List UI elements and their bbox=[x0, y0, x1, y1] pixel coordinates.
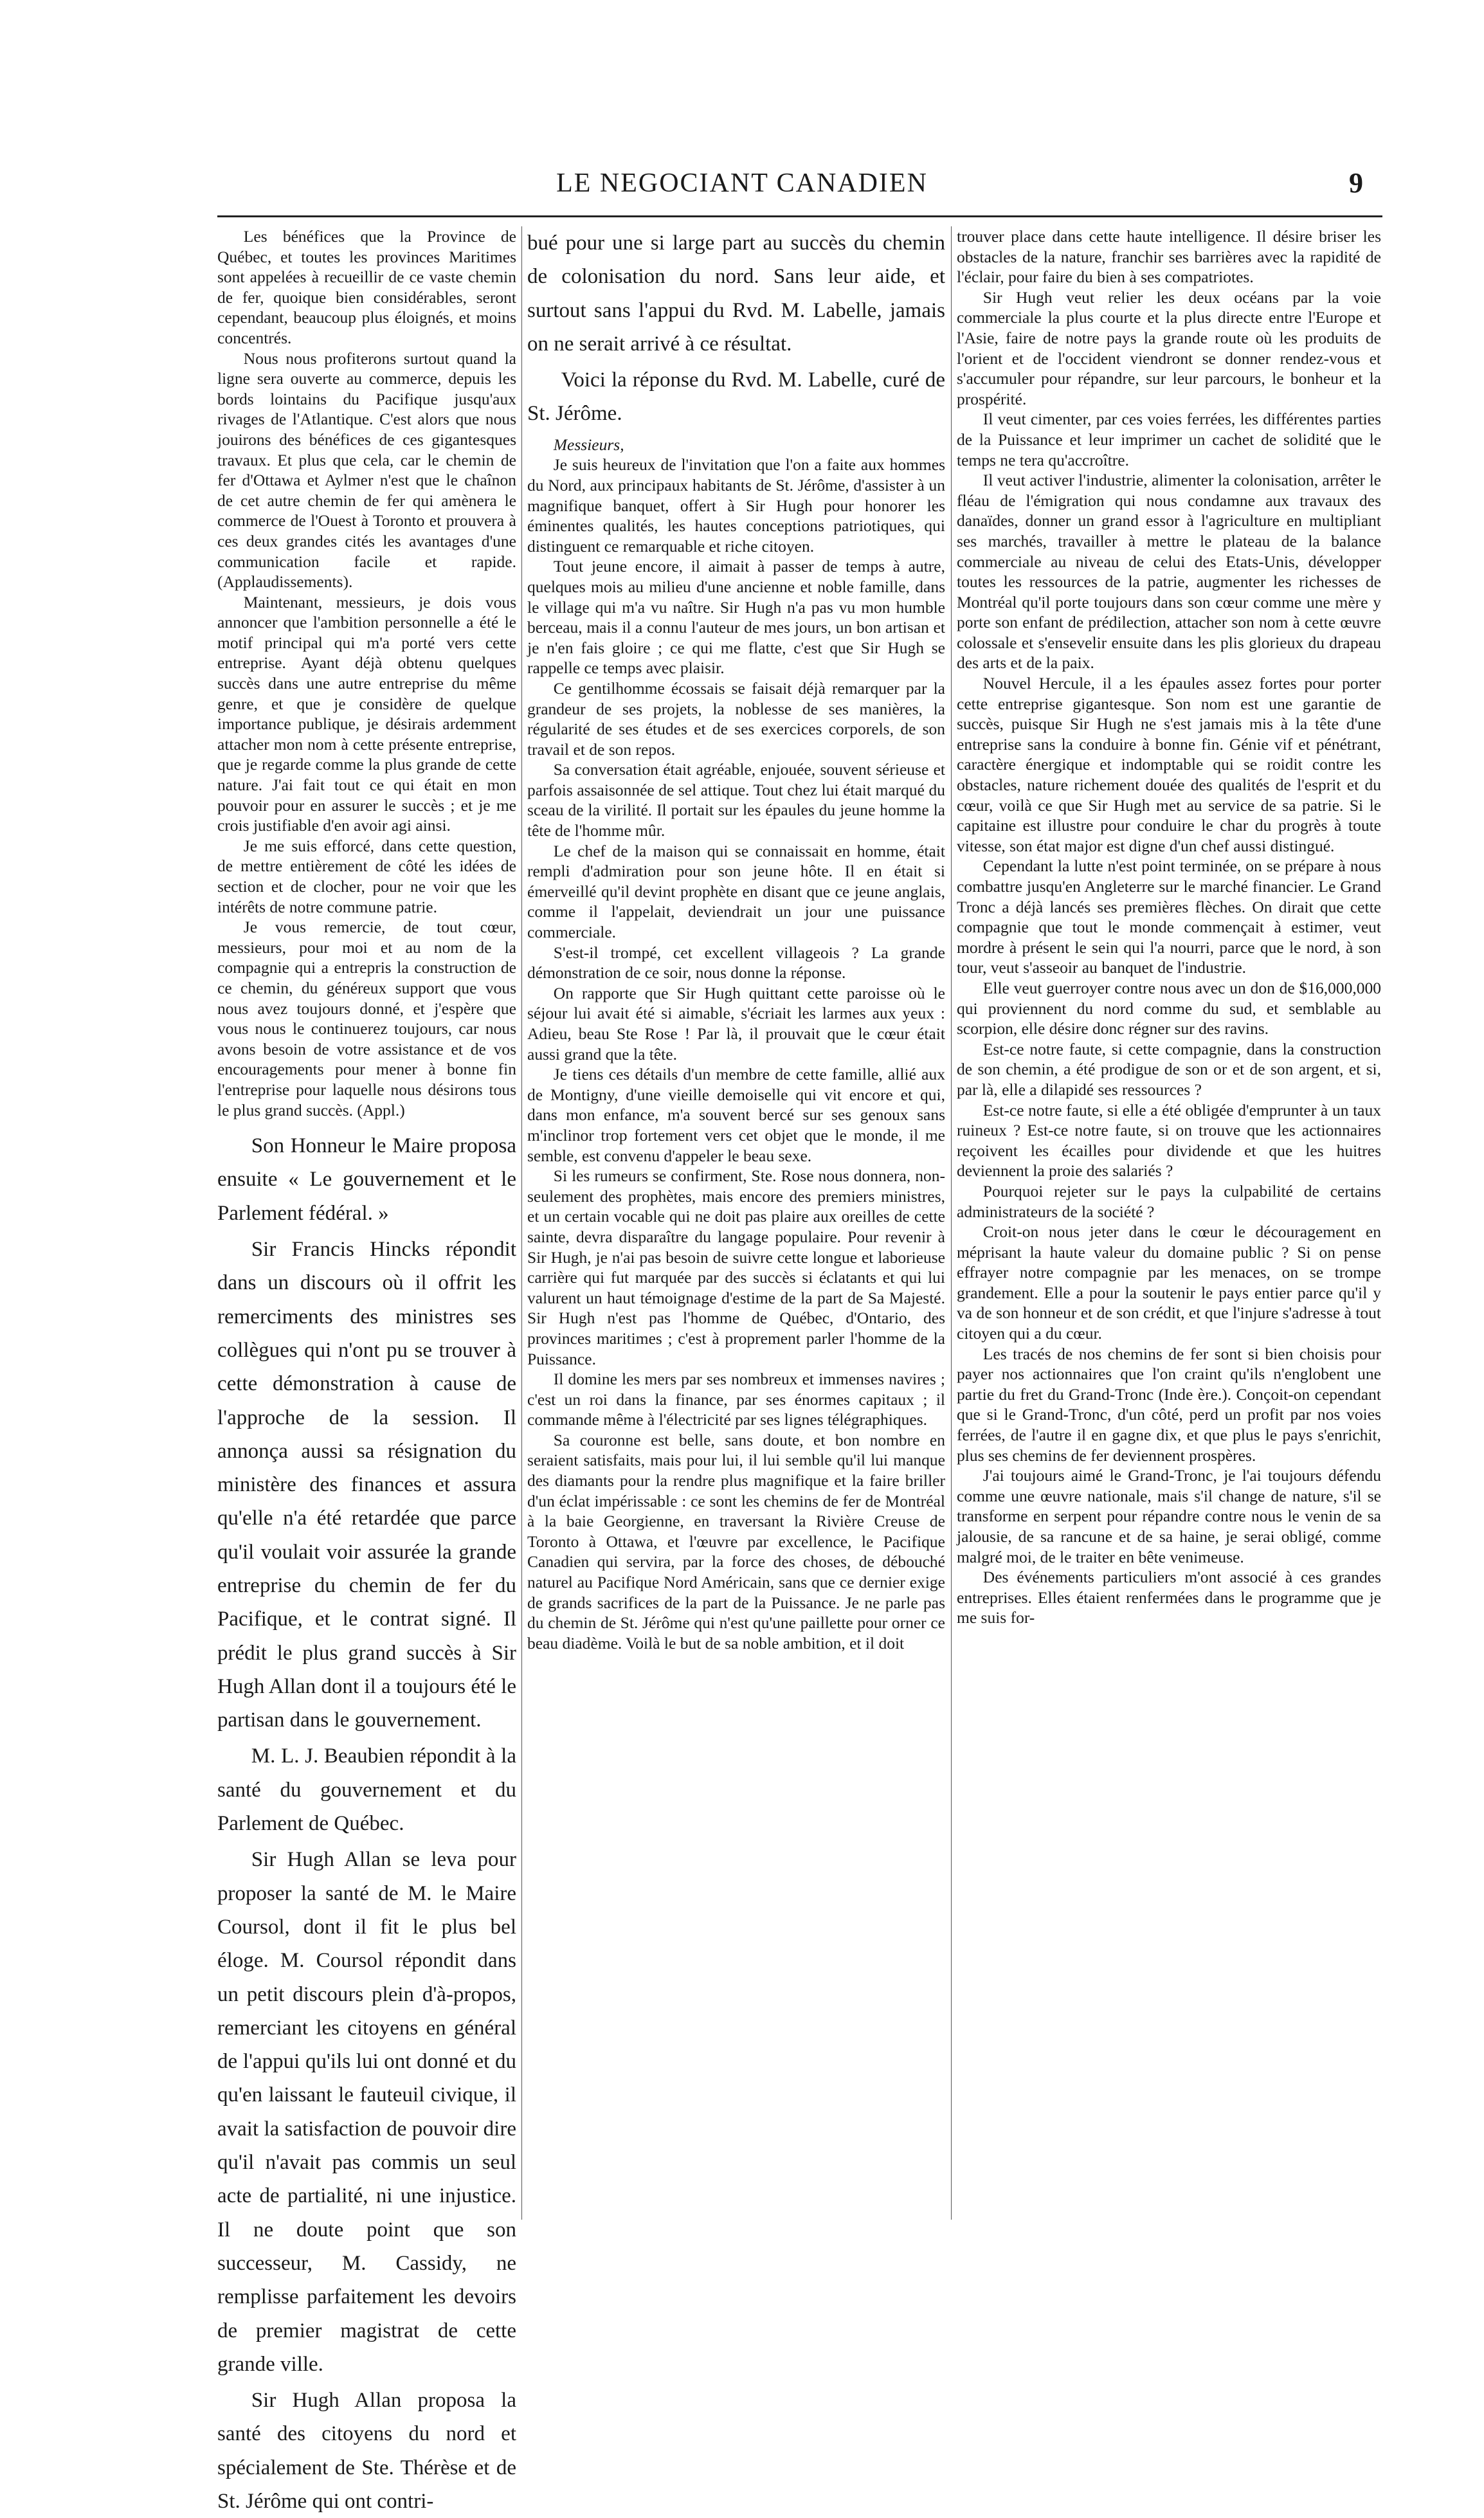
paragraph: Sa conversation était agréable, enjouée, souvent sérieuse et parfois assaisonnée de sel attique. Tout chez lui était marqué du sceau de la virilité. Il portait sur les épaules du jeune homme la tête de l'homme mûr. bbox=[527, 760, 945, 840]
speech-continuation bbox=[217, 226, 516, 1120]
running-title: LE NEGOCIANT CANADIEN bbox=[556, 168, 928, 198]
salutation: Messieurs, bbox=[553, 435, 624, 454]
paragraph: Croit-on nous jeter dans le cœur le découragement en méprisant la haute valeur du domaine public ? Si on pense effrayer notre compagnie par les menaces, on se trompe grandement. Elle a pour la soutenir le pays entier parce qu'il y va de son honneur et de son crédit, et que l'injure s'adresse à tout citoyen qui a du cœur. bbox=[957, 1222, 1381, 1343]
banquet-report bbox=[527, 226, 945, 431]
paragraph: Je me suis efforcé, dans cette question, de mettre entièrement de côté les idées de section et de clocher, pour ne voir que les intérêts de notre commune patrie. bbox=[217, 836, 516, 916]
paragraph: Pourquoi rejeter sur le pays la culpabilité de certains administrateurs de la société ? bbox=[957, 1181, 1381, 1221]
column-middle bbox=[527, 226, 945, 2226]
paragraph: Sir Hugh veut relier les deux océans par la voie commerciale la plus courte et la plus directe entre l'Europe et l'Asie, faire de notre pays la grande route où les produits de l'orient et de l'occident viendront se donner rendez-vous et s'accumuler pour répandre, sur leur parcours, le bonheur et la prospérité. bbox=[957, 287, 1381, 408]
labelle-speech bbox=[527, 435, 945, 1654]
paragraph: J'ai toujours aimé le Grand-Tronc, je l'ai toujours défendu comme une œuvre nationale, mais s'il change de nature, s'il se transforme en serpent pour répandre contre nous le venin de sa jalousie, de sa rancune et de sa haine, je serai obligé, comme malgré moi, de le traiter en bête venimeuse. bbox=[957, 1466, 1381, 1566]
paragraph: Sir Francis Hincks répondit dans un discours où il offrit les remerciments des ministres ses collègues qui n'ont pu se trouver à cette démonstration à cause de l'approche de la session. Il annonça aussi sa résignation du ministère des finances et assura qu'elle n'a été retardée que parce qu'il voulait voir assurée la grande entreprise du chemin de fer du Pacifique, et le contrat signé. Il prédit le plus grand succès à Sir Hugh Allan dont il a toujours été le partisan dans le gouvernement. bbox=[217, 1238, 516, 1732]
paragraph: trouver place dans cette haute intelligence. Il désire briser les obstacles de la nature, franchir ses barrières avec la rapidité de l'éclair, pour faire du bien à ses compatriotes. bbox=[957, 227, 1381, 287]
column-divider bbox=[951, 226, 952, 2220]
paragraph: Les bénéfices que la Province de Québec, et toutes les provinces Maritimes sont appelées à recueillir de ce vaste chemin de fer, quoique bien considérables, seront cependant, beaucoup plus éloignés, et moins concentrés. bbox=[217, 227, 516, 347]
paragraph: Sa couronne est belle, sans doute, et bon nombre en seraient satisfaits, mais pour lui, il lui semble qu'il lui manque des diamants pour la rendre plus magnifique et la faire briller d'un éclat impérissable : ce sont les chemins de fer de Montréal à la baie Georgienne, en traversant la Rivière Creuse de Toronto à Ottawa, et l'œuvre par excellence, le Pacifique Canadien qui servira, par la force des choses, de débouché naturel au Pacifique Nord Américain, sans que ce dernier exige de grands sacrifices de la part de la Puissance. Je ne parle pas du chemin de St. Jérôme qui n'est qu'une paillette pour orner ce beau diadème. Voilà le but de sa noble ambition, et il doit bbox=[527, 1430, 945, 1653]
paragraph: Des événements particuliers m'ont associé à ces grandes entreprises. Elles étaient renfermées dans le programme que je me suis for- bbox=[957, 1568, 1381, 1627]
paragraph: Est-ce notre faute, si elle a été obligée d'emprunter à un taux ruineux ? Est-ce notre faute, si on trouve que les actionnaires reçoivent les écailles pour dividende et que les huitres deviennent la proie des salariés ? bbox=[957, 1100, 1381, 1181]
paragraph: M. L. J. Beaubien répondit à la santé du gouvernement et du Parlement de Québec. bbox=[217, 1744, 516, 1836]
column-left bbox=[217, 226, 516, 2513]
paragraph: On rapporte que Sir Hugh quittant cette paroisse où le séjour lui avait été si aimable, s'écriait les larmes aux yeux : Adieu, beau Ste Rose ! Par là, il prouvait que le cœur était aussi grand que la tête. bbox=[527, 983, 945, 1064]
paragraph: Voici la réponse du Rvd. M. Labelle, curé de St. Jérôme. bbox=[527, 368, 945, 426]
paragraph: Le chef de la maison qui se connaissait en homme, était rempli d'admiration pour son jeune hôte. Il en était si émerveillé qu'il devint prophète en disant que ce jeune anglais, comme il l'appelait, deviendrait un jour une puissance commerciale. bbox=[527, 841, 945, 942]
paragraph: bué pour une si large part au succès du chemin de colonisation du nord. Sans leur aide, et surtout sans l'appui du Rvd. M. Labelle, jamais on ne serait arrivé à ce résultat. bbox=[527, 231, 945, 356]
paragraph: Sir Hugh Allan proposa la santé des citoyens du nord et spécialement de Ste. Thérèse et de St. Jérôme qui ont contri- bbox=[217, 2389, 516, 2513]
paragraph: Cependant la lutte n'est point terminée, on se prépare à nous combattre jusqu'en Angleterre sur le marché financier. Le Grand Tronc a déjà lancés ses premières flèches. On dirait que cette compagnie que tout le monde commençait à estimer, veut mordre à présent le sein qui l'a nourri, parce que le nord, à son tour, veut s'asseoir au banquet de l'industrie. bbox=[957, 856, 1381, 977]
paragraph: Il veut cimenter, par ces voies ferrées, les différentes parties de la Puissance et leur imprimer un cachet de solidité que le temps ne tera qu'accroître. bbox=[957, 410, 1381, 469]
column-right bbox=[957, 226, 1381, 2226]
paragraph: Sir Hugh Allan se leva pour proposer la santé de M. le Maire Coursol, dont il fit le plus bel éloge. M. Coursol répondit dans un petit discours plein d'à-propos, remerciant les citoyens en général de l'appui qu'ils lui ont donné et du qu'en laissant le fauteuil civique, il avait la satisfaction de pouvoir dire qu'il n'avait pas commis un seul acte de partialité, ni une injustice. Il ne doute point que son successeur, M. Cassidy, ne remplisse parfaitement les devoirs de premier magistrat de cette grande ville. bbox=[217, 1848, 516, 2376]
paragraph: Il veut activer l'industrie, alimenter la colonisation, arrêter le fléau de l'émigration qui nous condamne aux travaux des danaïdes, donner un grand essor à l'agriculture en multipliant ses marchés, travailler à mettre le plateau de la balance commerciale au niveau de celui des Etats-Unis, développer toutes les ressources de la patrie, augmenter les richesses de Montréal qu'il porte toujours dans son cœur comme une mère y porte son enfant de prédilection, attacher son nom à cette œuvre colossale et s'ensevelir ensuite dans les plis glorieux du drapeau des arts et de la paix. bbox=[957, 471, 1381, 673]
paragraph: Les tracés de nos chemins de fer sont si bien choisis pour payer nos actionnaires que l'on craint qu'ils n'englobent une partie du fret du Grand-Tronc (Inde ère.). Conçoit-on cependant que si le Grand-Tronc, d'un côté, perd un profit par nos voies ferrées, de l'autre il en gagne dix, et que plus le pays s'enrichit, plus ses chemins de fer deviennent prospères. bbox=[957, 1344, 1381, 1465]
paragraph: Je suis heureux de l'invitation que l'on a faite aux hommes du Nord, aux principaux habitants de St. Jérôme, d'assister à un magnifique banquet, offert à Sir Hugh pour honorer les éminentes qualités, les hautes conceptions patriotiques, qui distinguent ce remarquable et riche citoyen. bbox=[527, 455, 945, 556]
paragraph: Son Honneur le Maire proposa ensuite « Le gouvernement et le Parlement fédéral. » bbox=[217, 1134, 516, 1225]
paragraph: Si les rumeurs se confirment, Ste. Rose nous donnera, non-seulement des prophètes, mais encore des premiers ministres, et un certain vocable qui ne doit pas plaire aux oreilles de cette sainte, devra disparaître du langage populaire. Pour revenir à Sir Hugh, je n'ai pas besoin de suivre cette longue et laborieuse carrière qui fut marquée par des succès si éclatants et qui lui valurent un haut témoignage d'estime de la part de Sa Majesté. Sir Hugh n'est pas l'homme de Québec, d'Ontario, des provinces maritimes ; c'est à proprement parler l'homme de la Puissance. bbox=[527, 1166, 945, 1368]
paragraph: Ce gentilhomme écossais se faisait déjà remarquer par la grandeur de ses projets, la noblesse de ses manières, la régularité de ses études et de ses exercices corporels, de son travail et de son repos. bbox=[527, 678, 945, 759]
header-rule bbox=[217, 215, 1382, 217]
banquet-report bbox=[217, 1129, 516, 2518]
paragraph: Je vous remercie, de tout cœur, messieurs, pour moi et au nom de la compagnie qui a entrepris la construction de ce chemin, du généreux support que vous nous avez toujours donné, et j'espère que vous nous le continuerez toujours, car nous avons besoin de votre assistance et de vos encouragements pour mener à bonne fin l'entreprise pour laquelle nous désirons tous le plus grand succès. (Appl.) bbox=[217, 918, 516, 1119]
paragraph: Maintenant, messieurs, je dois vous annoncer que l'ambition personnelle a été le motif principal qui m'a porté vers cette entreprise. Ayant déjà obtenu quelques succès dans une autre entreprise du même genre, et que je considère de quelque importance publique, je désirais ardemment attacher mon nom à cette présente entreprise, que je regarde comme la plus grande de cette nature. J'ai fait tout ce qui était en mon pouvoir pour en assurer le succès ; et je me crois justifiable d'en avoir agi ainsi. bbox=[217, 592, 516, 835]
page-number: 9 bbox=[1349, 167, 1363, 199]
paragraph: S'est-il trompé, cet excellent villageois ? La grande démonstration de ce soir, nous donne la réponse. bbox=[527, 943, 945, 983]
paragraph: Tout jeune encore, il aimait à passer de temps à autre, quelques mois au milieu d'une ancienne et noble famille, dans le village qui m'a vu naître. Sir Hugh n'a pas vu mon humble berceau, mais il a connu l'auteur de mes jours, un bon artisan et je n'en fais gloire ; ce qui me flatte, c'est que Sir Hugh se rappelle ce temps avec plaisir. bbox=[527, 557, 945, 678]
paragraph: Je tiens ces détails d'un membre de cette famille, allié aux de Montigny, d'une vieille demoiselle qui vit encore et qui, dans mon enfance, m'a souvent bercé sur ses genoux sans m'inclinor trop fortement vers cet objet que le monde, il me semble, est convenu d'appeler le beau sexe. bbox=[527, 1065, 945, 1165]
page-header bbox=[0, 164, 1484, 203]
paragraph: Nouvel Hercule, il a les épaules assez fortes pour porter cette entreprise gigantesque. Son nom est une garantie de succès, puisque Sir Hugh ne s'est jamais mis à la tête d'une entreprise sans la conduire à bonne fin. Génie vif et pénétrant, caractère énergique et indomptable qui se roidit contre les obstacles, nature richement douée des qualités de l'esprit et du cœur, voilà ce que Sir Hugh met au service de sa patrie. Si le capitaine est illustre pour conduire le char du progrès à toute vitesse, son état major est digne d'un chef aussi distingué. bbox=[957, 674, 1381, 855]
paragraph: Est-ce notre faute, si cette compagnie, dans la construction de son chemin, a été prodigue de son or et de son argent, et si, par là, elle a dilapidé ses ressources ? bbox=[957, 1039, 1381, 1099]
paragraph: Il domine les mers par ses nombreux et immenses navires ; c'est un roi dans la finance, par ses énormes capitaux ; il commande même à l'électricité par ses lignes télégraphiques. bbox=[527, 1370, 945, 1429]
paragraph: Elle veut guerroyer contre nous avec un don de $16,000,000 qui proviennent du nord comme du sud, et semblable au scorpion, elle désire donc régner sur des ravins. bbox=[957, 978, 1381, 1038]
paragraph: Nous nous profiterons surtout quand la ligne sera ouverte au commerce, depuis les bords lointains du Pacifique jusqu'aux rivages de l'Atlantique. C'est alors que nous jouirons des bénéfices de ces gigantesques travaux. Et plus que cela, car le chemin de fer d'Ottawa et Aylmer n'est que le chaînon de cet autre chemin de fer qui amènera le commerce de l'Ouest à Toronto et prouvera à ces deux grandes cités les avantages d'une communication facile et rapide. (Applaudissements). bbox=[217, 349, 516, 592]
column-divider bbox=[521, 226, 522, 2220]
